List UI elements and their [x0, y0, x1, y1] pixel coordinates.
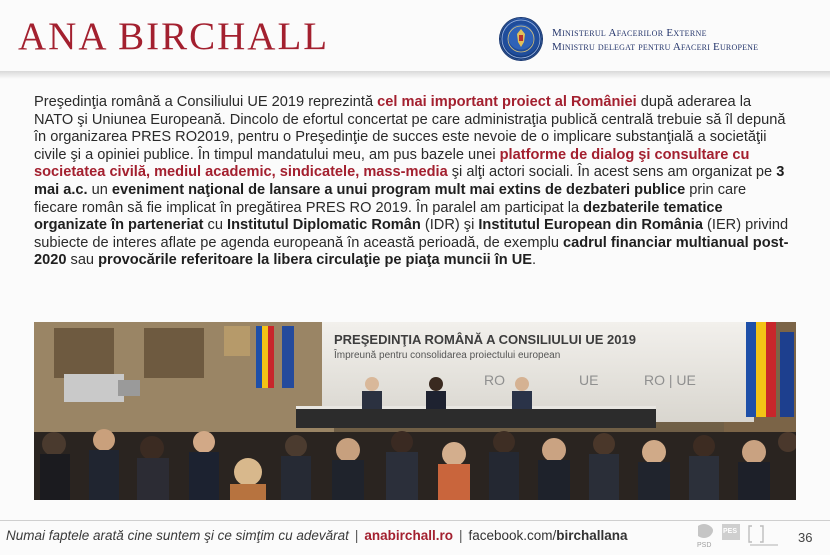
body-text-segment: (IDR) şi — [420, 217, 479, 234]
page-title: ANA BIRCHALL — [18, 15, 330, 58]
body-text-segment: un — [87, 181, 112, 198]
footer — [6, 528, 628, 548]
psd-logo-icon — [697, 524, 713, 549]
banner-logo-left: RO — [484, 372, 505, 388]
body-highlight: eveniment naţional de lansare a unui program mult mai extins de dezbateri publice — [111, 181, 686, 198]
banner-logo-right: UE — [579, 372, 599, 388]
body-text-segment: (IER) privind subiecte de interes aflate pe agenda europeană în această perioadă, de exemplu — [34, 217, 789, 251]
body-text-segment: . — [532, 252, 537, 269]
footer-divider — [0, 520, 830, 521]
body-highlight: 3 mai a.c. — [34, 164, 785, 198]
body-highlight: platforme de dialog şi consultare cu societatea civilă, mediul academic, sindicatele, mass-media — [34, 146, 750, 181]
body-highlight: cel mai important proiect al României — [377, 94, 637, 110]
facebook-handle: birchallana — [556, 528, 628, 543]
page-number: 36 — [798, 530, 813, 545]
ministry-seal-icon — [500, 18, 542, 60]
ministry-name: Ministerul Afacerilor Externe — [552, 27, 707, 39]
header-divider — [0, 71, 830, 79]
pes-logo-icon — [722, 524, 740, 540]
facebook-link[interactable] — [468, 528, 627, 543]
footer-separator: | — [458, 528, 463, 543]
body-highlight: provocările referitoare la libera circulaţie pe piaţa muncii în UE — [98, 252, 533, 269]
minister-role: Ministru delegat pentru Afaceri Europene — [552, 41, 759, 53]
body-highlight: Institutul European din România — [478, 217, 703, 234]
party-logos — [694, 522, 784, 550]
body-text-segment: Preşedinţia română a Consiliului UE 2019 reprezintă — [34, 94, 378, 110]
body-text-segment: sau — [66, 252, 99, 269]
body-highlight: Institutul Diplomatic Român — [227, 217, 421, 234]
body-text-segment: prin care fiecare român să fie implicat în pregătirea PRES RO 2019. În paralel am participat la — [34, 181, 747, 216]
body-text-segment: şi alţi actori sociali. În acest sens am organizat pe — [447, 164, 777, 181]
body-highlight: cadrul financiar multianual post-2020 — [34, 234, 789, 269]
body-text-segment: cu — [203, 217, 228, 234]
footer-separator: | — [354, 528, 359, 543]
event-photo — [34, 322, 796, 500]
svg-text:PSD: PSD — [697, 542, 712, 549]
ministry-label — [552, 26, 758, 54]
facebook-prefix: facebook.com/ — [468, 528, 557, 543]
svg-text:PES: PES — [723, 528, 738, 535]
banner-title: PREŞEDINŢIA ROMÂNĂ A CONSILIULUI UE 2019 — [334, 332, 636, 347]
svg-text:RO | UE: RO | UE — [644, 372, 696, 388]
body-highlight: dezbaterile tematice organizate în parteneriat — [34, 199, 723, 234]
website-link[interactable]: anabirchall.ro — [364, 528, 453, 543]
bracket-logo-icon — [749, 526, 778, 546]
banner-subtitle: Împreună pentru consolidarea proiectului european — [334, 350, 561, 361]
footer-slogan: Numai faptele arată cine suntem şi ce simţim cu adevărat — [6, 528, 349, 543]
body-paragraph — [34, 94, 792, 270]
body-text-segment: după aderarea la NATO şi Uniunea Europeană. Dincolo de efortul concertat pe care administraţia publică centrală trebuie să îl depună în organizarea PRES RO2019, pentru o Preşedinţie de succes este nevoie de o implicare substanţială a societăţii civile şi a opiniei publice. În timpul mandatului meu, am pus bazele unei — [34, 94, 786, 163]
